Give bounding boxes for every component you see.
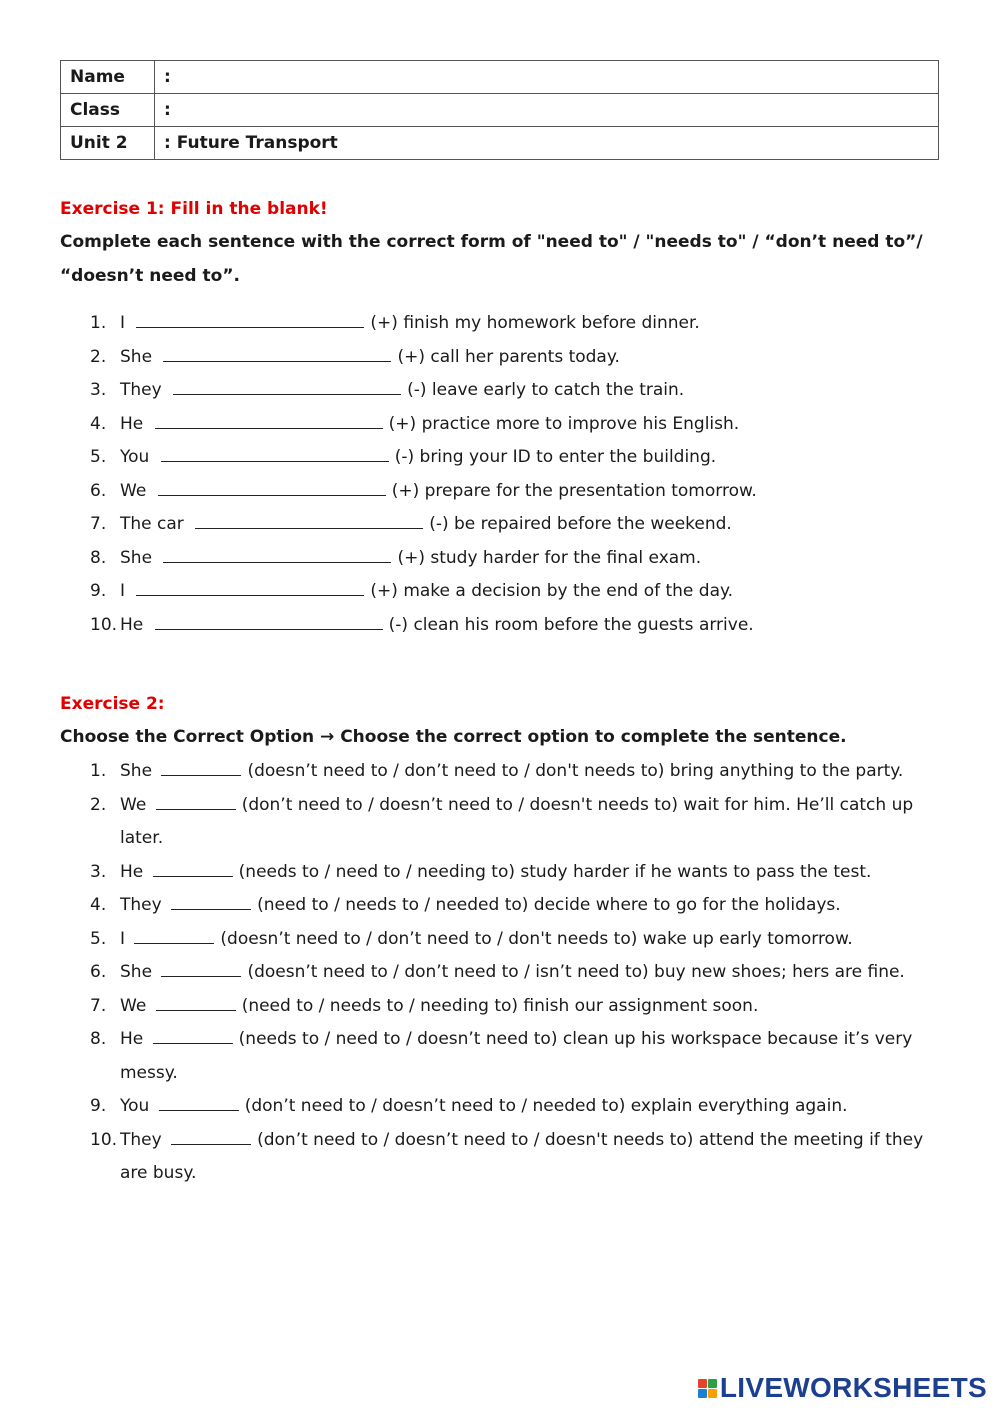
item-subject: They — [120, 380, 162, 400]
exercise-1-item — [0, 575, 999, 609]
answer-blank[interactable] — [155, 612, 383, 630]
exercise-1-item — [0, 475, 999, 509]
item-text — [120, 1090, 940, 1124]
answer-blank[interactable] — [161, 444, 389, 462]
unit-title: : Future Transport — [155, 127, 939, 160]
item-text — [120, 889, 940, 923]
item-number: 3. — [90, 380, 107, 400]
unit-label: Unit 2 — [61, 127, 155, 160]
exercise-2-item — [0, 956, 999, 990]
item-number: 6. — [90, 962, 107, 982]
item-text — [120, 542, 940, 576]
item-subject: She — [120, 547, 153, 568]
item-rest: (need to / needs to / needing to) finish our assignment soon. — [241, 995, 759, 1016]
item-rest: (-) be repaired before the weekend. — [429, 514, 732, 534]
item-subject: We — [120, 995, 147, 1016]
exercise-2-instruction: Choose the Correct Option → Choose the correct option to complete the sentence. — [60, 727, 847, 747]
item-subject: He — [120, 1029, 144, 1049]
exercise-2-title: Exercise 2: — [60, 694, 165, 714]
item-rest: (needs to / need to / needing to) study harder if he wants to pass the test. — [238, 861, 872, 882]
item-subject: He — [120, 413, 144, 434]
item-rest: (+) call her parents today. — [397, 346, 620, 367]
item-rest: (+) study harder for the final exam. — [397, 547, 702, 568]
class-label: Class — [61, 94, 155, 127]
answer-blank[interactable] — [156, 792, 236, 810]
item-text — [120, 956, 940, 990]
exercise-1-item — [0, 408, 999, 442]
item-rest: (+) make a decision by the end of the day. — [370, 581, 734, 601]
exercise-2-item — [0, 923, 999, 957]
student-info-table — [60, 60, 939, 160]
item-number: 7. — [90, 514, 107, 534]
exercise-1-item — [0, 374, 999, 408]
item-subject: The car — [120, 514, 184, 534]
answer-blank[interactable] — [161, 959, 241, 977]
item-rest: (need to / needs to / needed to) decide where to go for the holidays. — [257, 895, 841, 915]
item-text — [120, 475, 940, 509]
answer-blank[interactable] — [155, 411, 383, 429]
item-rest: (needs to / need to / doesn’t need to) clean up his workspace because it’s very messy. — [120, 1029, 913, 1083]
logo-square-orange — [708, 1389, 717, 1398]
exercise-2-item — [0, 1124, 999, 1191]
exercise-2-item — [0, 755, 999, 789]
answer-blank[interactable] — [171, 892, 251, 910]
item-number: 9. — [90, 1096, 107, 1116]
answer-blank[interactable] — [195, 511, 423, 529]
answer-blank[interactable] — [173, 377, 401, 395]
item-rest: (doesn’t need to / don’t need to / isn’t need to) buy new shoes; hers are fine. — [247, 962, 905, 982]
exercise-1-item — [0, 609, 999, 643]
exercise-1-instruction: Complete each sentence with the correct form of "need to" / "needs to" / “don’t need to”/ “doesn’t need to”. — [60, 232, 923, 286]
item-rest: (+) prepare for the presentation tomorrow. — [391, 480, 757, 501]
item-text — [120, 341, 940, 375]
item-number: 4. — [90, 895, 107, 915]
item-subject: We — [120, 480, 147, 501]
liveworksheets-logo-text: LIVEWORKSHEETS — [719, 1372, 987, 1403]
item-text — [120, 374, 940, 408]
item-subject: He — [120, 614, 144, 635]
exercise-2-list — [0, 755, 999, 1191]
item-subject: They — [120, 895, 162, 915]
exercise-1-item — [0, 508, 999, 542]
liveworksheets-logo-icon — [698, 1379, 717, 1398]
item-subject: I — [120, 313, 126, 333]
answer-blank[interactable] — [153, 859, 233, 877]
logo-square-blue — [698, 1389, 707, 1398]
answer-blank[interactable] — [136, 578, 364, 596]
liveworksheets-logo — [698, 1370, 987, 1406]
item-subject: They — [120, 1129, 162, 1150]
item-number: 10. — [90, 1129, 118, 1150]
item-text — [120, 609, 940, 643]
answer-blank[interactable] — [161, 758, 241, 776]
answer-blank[interactable] — [153, 1026, 233, 1044]
item-text — [120, 789, 940, 856]
item-rest: (-) leave early to catch the train. — [407, 380, 685, 400]
item-rest: (+) finish my homework before dinner. — [370, 313, 700, 333]
item-rest: (+) practice more to improve his English. — [388, 413, 740, 434]
item-text — [120, 575, 940, 609]
answer-blank[interactable] — [171, 1127, 251, 1145]
class-field: : — [155, 94, 939, 127]
item-text — [120, 441, 940, 475]
logo-square-green — [708, 1379, 717, 1388]
item-rest: (-) bring your ID to enter the building. — [394, 447, 717, 467]
item-text — [120, 856, 940, 890]
item-subject: You — [120, 447, 150, 467]
item-subject: She — [120, 346, 153, 367]
item-number: 8. — [90, 547, 107, 568]
answer-blank[interactable] — [134, 926, 214, 944]
unit-row — [61, 127, 939, 160]
item-text — [120, 990, 940, 1024]
item-rest: (don’t need to / doesn’t need to / doesn't needs to) wait for him. He’ll catch up later. — [120, 794, 914, 848]
item-subject: I — [120, 581, 126, 601]
exercise-1-item — [0, 341, 999, 375]
item-number: 2. — [90, 346, 107, 367]
exercise-2-item — [0, 990, 999, 1024]
name-row — [61, 61, 939, 94]
item-subject: We — [120, 794, 147, 815]
item-number: 3. — [90, 861, 107, 882]
item-number: 7. — [90, 995, 107, 1016]
exercise-2-item — [0, 856, 999, 890]
item-rest: (don’t need to / doesn’t need to / doesn't needs to) attend the meeting if they are busy. — [120, 1129, 924, 1183]
item-number: 6. — [90, 480, 107, 501]
exercise-1-item — [0, 307, 999, 341]
item-subject: She — [120, 962, 153, 982]
name-field: : — [155, 61, 939, 94]
item-rest: (doesn’t need to / don’t need to / don't needs to) bring anything to the party. — [247, 761, 904, 781]
item-text — [120, 408, 940, 442]
item-rest: (don’t need to / doesn’t need to / needed to) explain everything again. — [244, 1096, 848, 1116]
item-subject: He — [120, 861, 144, 882]
item-number: 1. — [90, 761, 107, 781]
answer-blank[interactable] — [136, 310, 364, 328]
exercise-1-title: Exercise 1: Fill in the blank! — [60, 199, 328, 219]
exercise-2-item — [0, 889, 999, 923]
item-subject: You — [120, 1096, 150, 1116]
answer-blank[interactable] — [158, 478, 386, 496]
item-number: 4. — [90, 413, 107, 434]
exercise-2-item — [0, 789, 999, 856]
item-number: 2. — [90, 794, 107, 815]
item-text — [120, 1124, 940, 1191]
class-row — [61, 94, 939, 127]
item-subject: She — [120, 761, 153, 781]
answer-blank[interactable] — [159, 1093, 239, 1111]
item-rest: (-) clean his room before the guests arrive. — [388, 614, 754, 635]
answer-blank[interactable] — [163, 344, 391, 362]
exercise-2-item — [0, 1090, 999, 1124]
exercise-1-item — [0, 542, 999, 576]
item-text — [120, 923, 940, 957]
answer-blank[interactable] — [156, 993, 236, 1011]
item-rest: (doesn’t need to / don’t need to / don't needs to) wake up early tomorrow. — [220, 928, 853, 949]
exercise-1-list — [0, 307, 999, 642]
item-number: 9. — [90, 581, 107, 601]
name-label: Name — [61, 61, 155, 94]
answer-blank[interactable] — [163, 545, 391, 563]
logo-square-red — [698, 1379, 707, 1388]
item-number: 5. — [90, 928, 107, 949]
item-number: 8. — [90, 1029, 107, 1049]
item-text — [120, 755, 940, 789]
item-number: 10. — [90, 614, 118, 635]
exercise-1-item — [0, 441, 999, 475]
item-number: 5. — [90, 447, 107, 467]
item-text — [120, 508, 940, 542]
item-number: 1. — [90, 313, 107, 333]
item-text — [120, 1023, 940, 1090]
item-text — [120, 307, 940, 341]
exercise-2-item — [0, 1023, 999, 1090]
item-subject: I — [120, 928, 126, 949]
